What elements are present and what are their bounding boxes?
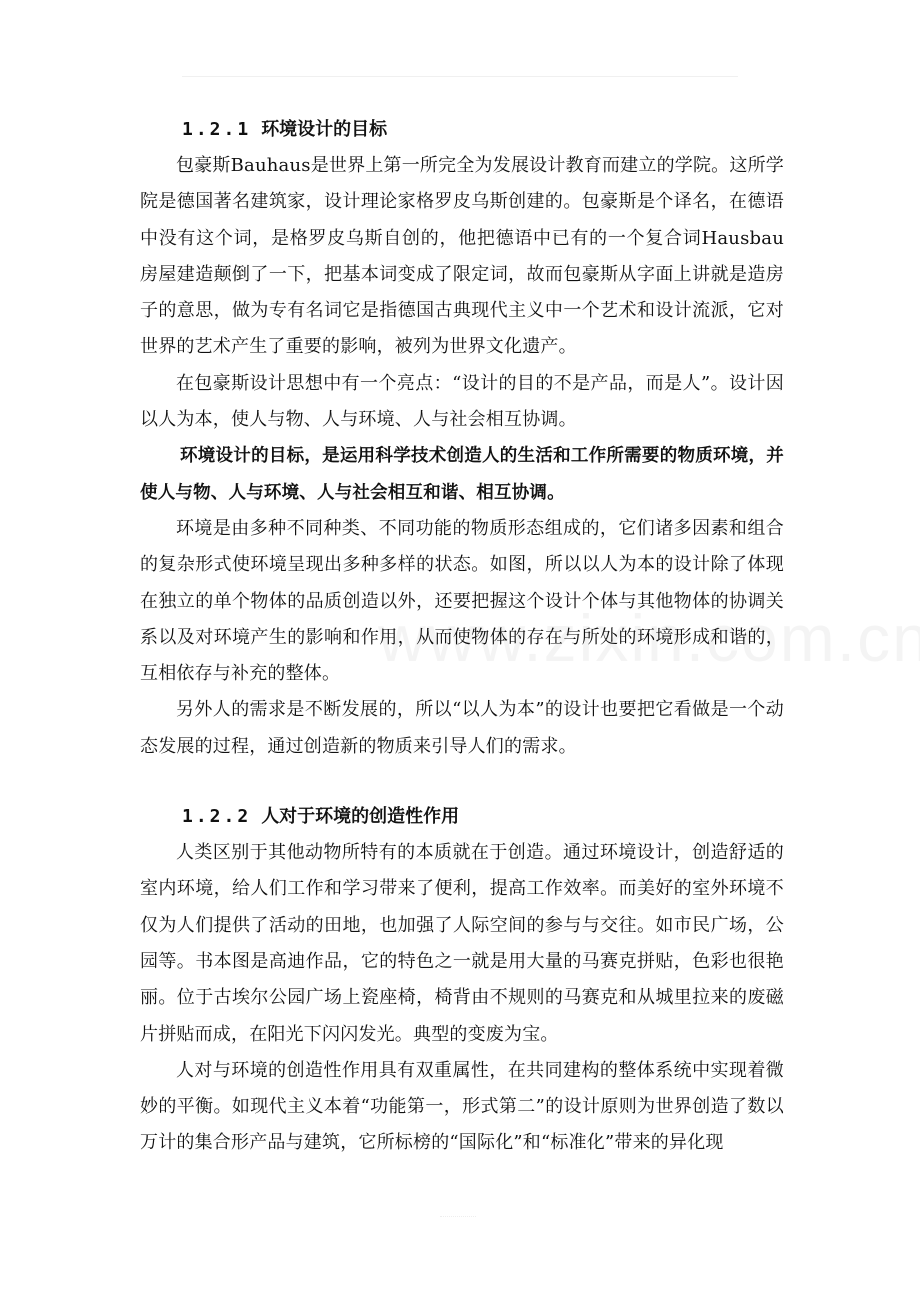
- paragraph-environment: 环境是由多种不同种类、不同功能的物质形态组成的，它们诸多因素和组合的复杂形式使环境呈现出多种多样的状态。如图，所以以人为本的设计除了体现在独立的单个物体的品质创造以外，还要把握这个设计个体与其他物体的协调关系以及对环境产生的影响和作用，从而使物体的存在与所处的环境形成和谐的，互相依存与补充的整体。: [140, 517, 784, 685]
- document-body: [140, 112, 784, 1162]
- footer-mark: [440, 1216, 476, 1225]
- section-title: 人对于环境的创造性作用: [261, 806, 460, 828]
- header-rule: [182, 76, 738, 77]
- section-number: 1.2.1: [182, 119, 252, 140]
- paragraph-creation: 人类区别于其他动物所特有的本质就在于创造。通过环境设计，创造舒适的室内环境，给人们工作和学习带来了便利，提高工作效率。而美好的室外环境不仅为人们提供了活动的田地，也加强了人际空间的参与与交往。如市民广场，公园等。书本图是高迪作品，它的特色之一就是用大量的马赛克拼贴，色彩也很艳丽。位于古埃尔公园广场上瓷座椅，椅背由不规则的马赛克和从城里拉来的废磁片拼贴而成，在阳光下闪闪发光。典型的变废为宝。: [140, 842, 784, 1045]
- paragraph-design-goal: 环境设计的目标，是运用科学技术创造人的生活和工作所需要的物质环境，并使人与物、人与环境、人与社会相互和谐、相互协调。: [140, 446, 784, 503]
- section-heading-1-2-2: [140, 799, 784, 835]
- section-heading-1-2-1: [140, 112, 784, 148]
- paragraph-bauhaus: 包豪斯Bauhaus是世界上第一所完全为发展设计教育而建立的学院。这所学院是德国著名建筑家，设计理论家格罗皮乌斯创建的。包豪斯是个译名，在德语中没有这个词，是格罗皮乌斯自创的，他把德语中已有的一个复合词Hausbau房屋建造颠倒了一下，把基本词变成了限定词，故而包豪斯从字面上讲就是造房子的意思，做为专有名词它是指德国古典现代主义中一个艺术和设计流派，它对世界的艺术产生了重要的影响，被列为世界文化遗产。: [140, 155, 784, 358]
- paragraph-dual-attribute: 人对与环境的创造性作用具有双重属性，在共同建构的整体系统中实现着微妙的平衡。如现代主义本着“功能第一，形式第二”的设计原则为世界创造了数以万计的集合形产品与建筑，它所标榜的“国际化”和“标准化”带来的异化现: [140, 1059, 784, 1154]
- paragraph-needs: 另外人的需求是不断发展的，所以“以人为本”的设计也要把它看做是一个动态发展的过程，通过创造新的物质来引导人们的需求。: [140, 699, 784, 757]
- section-title: 环境设计的目标: [261, 119, 388, 140]
- section-number: 1.2.2: [182, 806, 252, 828]
- section-gap: [140, 765, 784, 799]
- paragraph-design-idea: 在包豪斯设计思想中有一个亮点：“设计的目的不是产品，而是人”。设计因以人为本，使人与物、人与环境、人与社会相互协调。: [140, 372, 784, 431]
